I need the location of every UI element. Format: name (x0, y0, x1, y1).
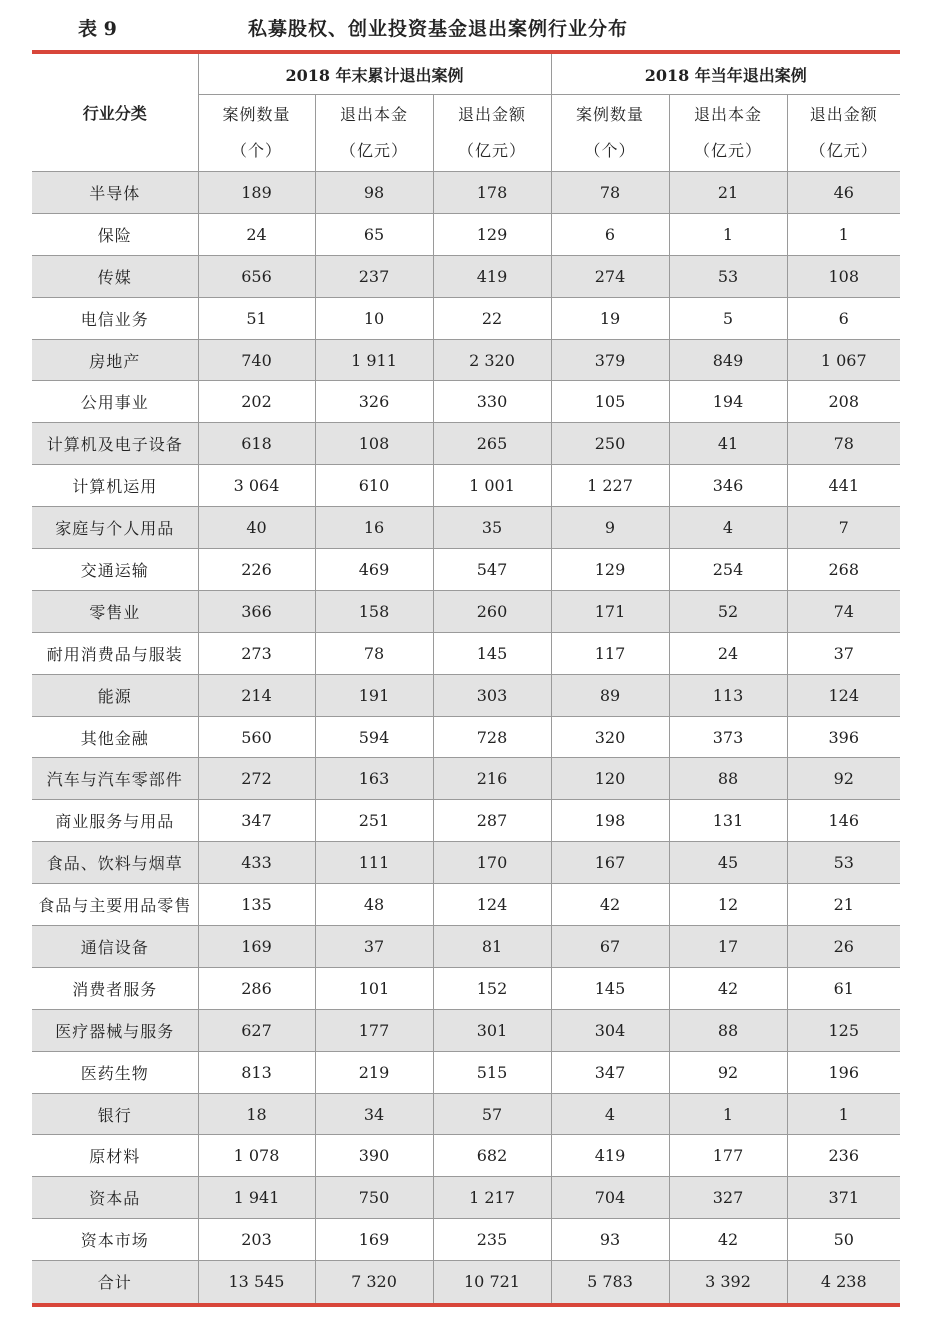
value-cell: 237 (315, 255, 433, 297)
value-cell: 88 (669, 758, 787, 800)
value-cell: 627 (198, 1009, 315, 1051)
table-row (32, 716, 900, 758)
value-cell: 849 (669, 339, 787, 381)
table-row (32, 926, 900, 968)
value-cell: 6 (551, 213, 669, 255)
value-cell: 26 (787, 926, 900, 968)
value-cell: 326 (315, 381, 433, 423)
table-row (32, 1135, 900, 1177)
value-cell: 704 (551, 1177, 669, 1219)
table-row (32, 1051, 900, 1093)
table-body (32, 172, 900, 1303)
header-col-name: 案例数量 (575, 105, 644, 124)
table-row (32, 674, 900, 716)
value-cell: 320 (551, 716, 669, 758)
value-cell: 327 (669, 1177, 787, 1219)
industry-cell: 医药生物 (32, 1051, 198, 1093)
value-cell: 189 (198, 172, 315, 214)
value-cell: 236 (787, 1135, 900, 1177)
value-cell: 53 (787, 842, 900, 884)
value-cell: 177 (315, 1009, 433, 1051)
header-group-cumulative: 2018 年末累计退出案例 (198, 54, 551, 95)
value-cell: 268 (787, 549, 900, 591)
value-cell: 303 (433, 674, 551, 716)
industry-cell: 银行 (32, 1093, 198, 1135)
header-col (315, 95, 433, 172)
value-cell: 13 545 (198, 1261, 315, 1303)
value-cell: 101 (315, 967, 433, 1009)
value-cell: 163 (315, 758, 433, 800)
value-cell: 740 (198, 339, 315, 381)
table-row (32, 1093, 900, 1135)
industry-cell: 计算机运用 (32, 465, 198, 507)
industry-cell: 房地产 (32, 339, 198, 381)
value-cell: 419 (433, 255, 551, 297)
table-row (32, 423, 900, 465)
value-cell: 7 (787, 507, 900, 549)
value-cell: 216 (433, 758, 551, 800)
industry-cell: 商业服务与用品 (32, 800, 198, 842)
value-cell: 4 (669, 507, 787, 549)
value-cell: 1 (787, 213, 900, 255)
value-cell: 113 (669, 674, 787, 716)
value-cell: 226 (198, 549, 315, 591)
value-cell: 21 (787, 884, 900, 926)
value-cell: 42 (669, 1219, 787, 1261)
value-cell: 105 (551, 381, 669, 423)
header-col-name: 退出金额 (809, 105, 878, 124)
value-cell: 9 (551, 507, 669, 549)
value-cell: 111 (315, 842, 433, 884)
table-row (32, 1009, 900, 1051)
industry-cell: 资本品 (32, 1177, 198, 1219)
value-cell: 41 (669, 423, 787, 465)
value-cell: 4 238 (787, 1261, 900, 1303)
table-row (32, 884, 900, 926)
value-cell: 251 (315, 800, 433, 842)
value-cell: 273 (198, 632, 315, 674)
value-cell: 169 (198, 926, 315, 968)
value-cell: 260 (433, 590, 551, 632)
value-cell: 108 (315, 423, 433, 465)
value-cell: 371 (787, 1177, 900, 1219)
value-cell: 301 (433, 1009, 551, 1051)
value-cell: 728 (433, 716, 551, 758)
header-col-unit: （个） (584, 141, 636, 160)
value-cell: 129 (551, 549, 669, 591)
value-cell: 10 721 (433, 1261, 551, 1303)
value-cell: 52 (669, 590, 787, 632)
industry-cell: 医疗器械与服务 (32, 1009, 198, 1051)
table-row (32, 632, 900, 674)
table-row (32, 1177, 900, 1219)
table-row (32, 842, 900, 884)
header-col-unit: （亿元） (457, 141, 526, 160)
industry-cell: 其他金融 (32, 716, 198, 758)
value-cell: 1 078 (198, 1135, 315, 1177)
value-cell: 37 (787, 632, 900, 674)
value-cell: 50 (787, 1219, 900, 1261)
value-cell: 191 (315, 674, 433, 716)
value-cell: 1 227 (551, 465, 669, 507)
value-cell: 169 (315, 1219, 433, 1261)
value-cell: 202 (198, 381, 315, 423)
value-cell: 108 (787, 255, 900, 297)
value-cell: 379 (551, 339, 669, 381)
header-industry: 行业分类 (32, 54, 198, 172)
value-cell: 198 (551, 800, 669, 842)
value-cell: 2 320 (433, 339, 551, 381)
industry-cell: 汽车与汽车零部件 (32, 758, 198, 800)
value-cell: 469 (315, 549, 433, 591)
table-row (32, 1219, 900, 1261)
value-cell: 145 (433, 632, 551, 674)
value-cell: 171 (551, 590, 669, 632)
header-col-unit: （亿元） (809, 141, 878, 160)
value-cell: 129 (433, 213, 551, 255)
value-cell: 35 (433, 507, 551, 549)
value-cell: 1 217 (433, 1177, 551, 1219)
table-title: 私募股权、创业投资基金退出案例行业分布 (248, 18, 629, 40)
industry-cell: 计算机及电子设备 (32, 423, 198, 465)
value-cell: 120 (551, 758, 669, 800)
industry-cell: 食品、饮料与烟草 (32, 842, 198, 884)
industry-cell: 合计 (32, 1261, 198, 1303)
industry-cell: 通信设备 (32, 926, 198, 968)
table-row (32, 381, 900, 423)
value-cell: 125 (787, 1009, 900, 1051)
value-cell: 3 392 (669, 1261, 787, 1303)
table-row (32, 758, 900, 800)
value-cell: 656 (198, 255, 315, 297)
header-col-unit: （亿元） (693, 141, 762, 160)
industry-cell: 食品与主要用品零售 (32, 884, 198, 926)
table-row (32, 297, 900, 339)
value-cell: 274 (551, 255, 669, 297)
value-cell: 81 (433, 926, 551, 968)
table-row (32, 213, 900, 255)
value-cell: 610 (315, 465, 433, 507)
header-col-unit: （亿元） (339, 141, 408, 160)
value-cell: 346 (669, 465, 787, 507)
value-cell: 124 (787, 674, 900, 716)
table-row (32, 1261, 900, 1303)
value-cell: 89 (551, 674, 669, 716)
value-cell: 61 (787, 967, 900, 1009)
value-cell: 88 (669, 1009, 787, 1051)
value-cell: 560 (198, 716, 315, 758)
value-cell: 12 (669, 884, 787, 926)
value-cell: 18 (198, 1093, 315, 1135)
value-cell: 254 (669, 549, 787, 591)
value-cell: 5 783 (551, 1261, 669, 1303)
value-cell: 390 (315, 1135, 433, 1177)
header-group-row (32, 54, 900, 95)
value-cell: 74 (787, 590, 900, 632)
industry-cell: 传媒 (32, 255, 198, 297)
value-cell: 287 (433, 800, 551, 842)
value-cell: 750 (315, 1177, 433, 1219)
table-row (32, 590, 900, 632)
value-cell: 19 (551, 297, 669, 339)
value-cell: 196 (787, 1051, 900, 1093)
table-row (32, 549, 900, 591)
value-cell: 286 (198, 967, 315, 1009)
value-cell: 1 001 (433, 465, 551, 507)
value-cell: 330 (433, 381, 551, 423)
header-col (551, 95, 669, 172)
value-cell: 304 (551, 1009, 669, 1051)
value-cell: 3 064 (198, 465, 315, 507)
industry-cell: 零售业 (32, 590, 198, 632)
value-cell: 34 (315, 1093, 433, 1135)
table-number: 表 9 (78, 18, 117, 40)
value-cell: 1 067 (787, 339, 900, 381)
value-cell: 4 (551, 1093, 669, 1135)
value-cell: 17 (669, 926, 787, 968)
value-cell: 441 (787, 465, 900, 507)
value-cell: 177 (669, 1135, 787, 1177)
value-cell: 37 (315, 926, 433, 968)
table-row (32, 465, 900, 507)
header-col (787, 95, 900, 172)
industry-cell: 电信业务 (32, 297, 198, 339)
value-cell: 48 (315, 884, 433, 926)
value-cell: 373 (669, 716, 787, 758)
value-cell: 594 (315, 716, 433, 758)
value-cell: 1 (669, 213, 787, 255)
table-row (32, 507, 900, 549)
header-col (433, 95, 551, 172)
value-cell: 92 (669, 1051, 787, 1093)
industry-cell: 半导体 (32, 172, 198, 214)
value-cell: 45 (669, 842, 787, 884)
header-col-name: 退出金额 (457, 105, 526, 124)
value-cell: 813 (198, 1051, 315, 1093)
table-row (32, 255, 900, 297)
value-cell: 42 (669, 967, 787, 1009)
header-col-name: 退出本金 (339, 105, 408, 124)
value-cell: 214 (198, 674, 315, 716)
value-cell: 24 (198, 213, 315, 255)
value-cell: 366 (198, 590, 315, 632)
industry-cell: 保险 (32, 213, 198, 255)
value-cell: 117 (551, 632, 669, 674)
value-cell: 21 (669, 172, 787, 214)
value-cell: 250 (551, 423, 669, 465)
header-col-name: 案例数量 (222, 105, 291, 124)
value-cell: 208 (787, 381, 900, 423)
table-row (32, 339, 900, 381)
value-cell: 203 (198, 1219, 315, 1261)
value-cell: 618 (198, 423, 315, 465)
value-cell: 78 (787, 423, 900, 465)
value-cell: 158 (315, 590, 433, 632)
value-cell: 16 (315, 507, 433, 549)
value-cell: 347 (198, 800, 315, 842)
value-cell: 682 (433, 1135, 551, 1177)
value-cell: 7 320 (315, 1261, 433, 1303)
value-cell: 145 (551, 967, 669, 1009)
value-cell: 92 (787, 758, 900, 800)
header-group-annual: 2018 年当年退出案例 (551, 54, 900, 95)
value-cell: 547 (433, 549, 551, 591)
header-col (669, 95, 787, 172)
value-cell: 1 911 (315, 339, 433, 381)
value-cell: 265 (433, 423, 551, 465)
value-cell: 396 (787, 716, 900, 758)
value-cell: 170 (433, 842, 551, 884)
value-cell: 65 (315, 213, 433, 255)
industry-cell: 家庭与个人用品 (32, 507, 198, 549)
value-cell: 1 (669, 1093, 787, 1135)
value-cell: 1 (787, 1093, 900, 1135)
value-cell: 194 (669, 381, 787, 423)
header-col (198, 95, 315, 172)
value-cell: 22 (433, 297, 551, 339)
value-cell: 78 (551, 172, 669, 214)
value-cell: 6 (787, 297, 900, 339)
value-cell: 515 (433, 1051, 551, 1093)
industry-cell: 交通运输 (32, 549, 198, 591)
industry-cell: 能源 (32, 674, 198, 716)
table-row (32, 172, 900, 214)
industry-cell: 耐用消费品与服装 (32, 632, 198, 674)
value-cell: 40 (198, 507, 315, 549)
value-cell: 5 (669, 297, 787, 339)
value-cell: 433 (198, 842, 315, 884)
value-cell: 347 (551, 1051, 669, 1093)
value-cell: 57 (433, 1093, 551, 1135)
value-cell: 152 (433, 967, 551, 1009)
industry-cell: 消费者服务 (32, 967, 198, 1009)
industry-cell: 原材料 (32, 1135, 198, 1177)
header-col-name: 退出本金 (693, 105, 762, 124)
value-cell: 78 (315, 632, 433, 674)
value-cell: 131 (669, 800, 787, 842)
value-cell: 98 (315, 172, 433, 214)
value-cell: 124 (433, 884, 551, 926)
value-cell: 10 (315, 297, 433, 339)
value-cell: 146 (787, 800, 900, 842)
value-cell: 167 (551, 842, 669, 884)
table-row (32, 967, 900, 1009)
industry-cell: 公用事业 (32, 381, 198, 423)
value-cell: 419 (551, 1135, 669, 1177)
value-cell: 1 941 (198, 1177, 315, 1219)
value-cell: 93 (551, 1219, 669, 1261)
value-cell: 67 (551, 926, 669, 968)
exit-cases-table (32, 54, 900, 1303)
value-cell: 272 (198, 758, 315, 800)
value-cell: 219 (315, 1051, 433, 1093)
bottom-rule (32, 1303, 900, 1307)
industry-cell: 资本市场 (32, 1219, 198, 1261)
value-cell: 42 (551, 884, 669, 926)
value-cell: 46 (787, 172, 900, 214)
value-cell: 235 (433, 1219, 551, 1261)
value-cell: 51 (198, 297, 315, 339)
table-caption (78, 14, 900, 44)
header-col-unit: （个） (230, 141, 282, 160)
value-cell: 135 (198, 884, 315, 926)
value-cell: 24 (669, 632, 787, 674)
table-row (32, 800, 900, 842)
value-cell: 53 (669, 255, 787, 297)
value-cell: 178 (433, 172, 551, 214)
